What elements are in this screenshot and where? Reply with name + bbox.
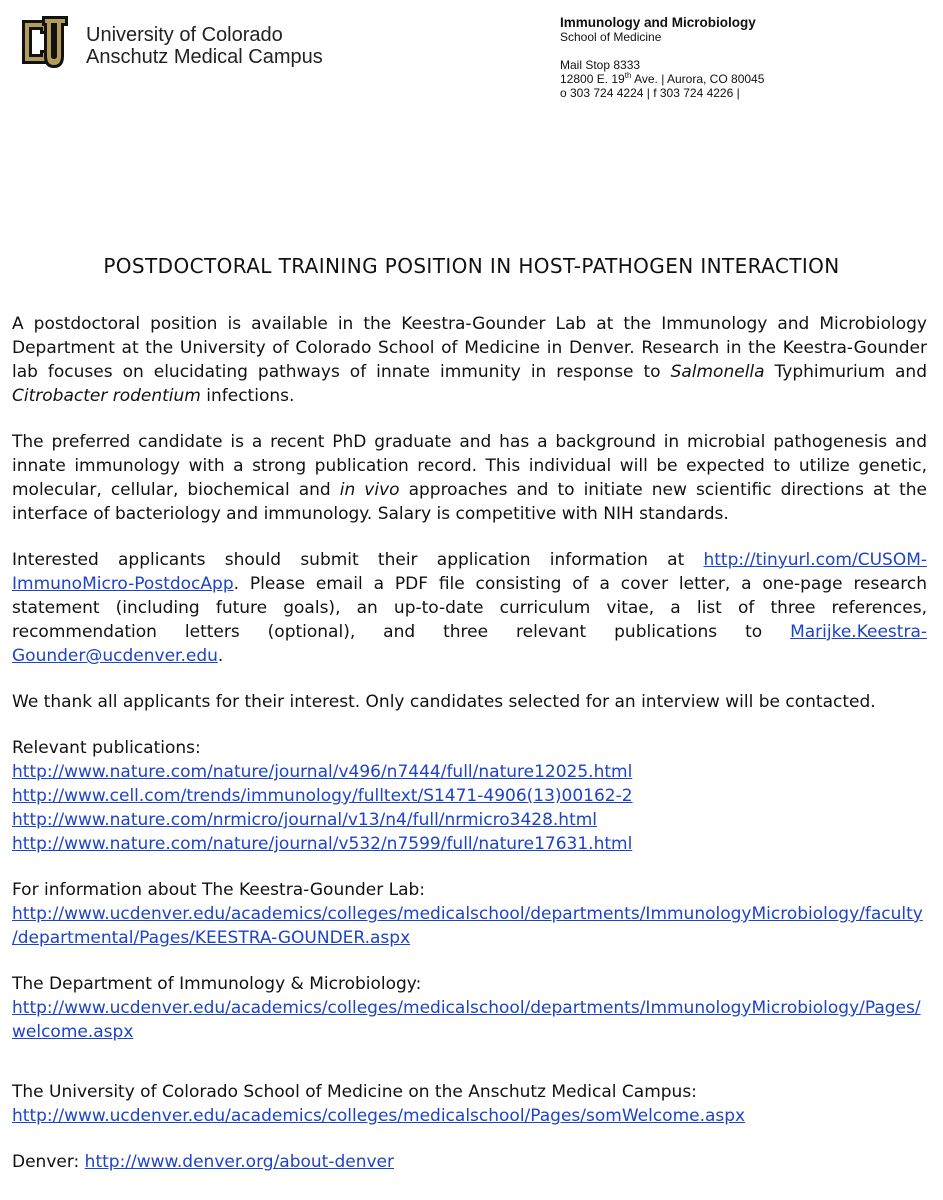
university-wordmark xyxy=(86,24,323,68)
som-link[interactable]: http://www.ucdenver.edu/academics/colleges/medicalschool/Pages/somWelcome.aspx xyxy=(12,1106,746,1126)
denver-section xyxy=(12,1150,927,1174)
thanks-paragraph: We thank all applicants for their interest. Only candidates selected for an interview will be contacted. xyxy=(12,692,876,712)
publication-link[interactable]: http://www.nature.com/nature/journal/v532/n7599/full/nature17631.html xyxy=(12,834,633,854)
intro-paragraph: A postdoctoral position is available in the Keestra-Gounder Lab at the Immunology and Microbiology Department at the University of Colorado School of Medicine in Denver. Research in the Keestra-Gounder lab focuses on elucidating pathways of innate immunity in response to Salmonella Typhimurium and Citrobacter rodentium infections. xyxy=(12,314,927,406)
campus-name: Anschutz Medical Campus xyxy=(86,46,323,68)
phone-fax: o 303 724 4224 | f 303 724 4226 | xyxy=(560,86,740,100)
publication-link[interactable]: http://www.nature.com/nrmicro/journal/v13/n4/full/nrmicro3428.html xyxy=(12,810,598,830)
lab-link-continued[interactable]: /departmental/Pages/KEESTRA-GOUNDER.aspx xyxy=(12,928,411,948)
email-link[interactable]: Marijke.Keestra-Gounder@ucdenver.edu xyxy=(12,622,927,666)
mail-stop: Mail Stop 8333 xyxy=(560,58,641,72)
candidate-paragraph: The preferred candidate is a recent PhD graduate and has a background in microbial pathogenesis and innate immunology with a strong publication record. This individual will be expected to utilize genetic, molecular, cellular, biochemical and in vivo approaches and to initiate new scientific directions at the interface of bacteriology and immunology. Salary is competitive with NIH standards. xyxy=(12,432,927,524)
application-paragraph: Interested applicants should submit their application information at http://tinyurl.com/CUSOM-ImmunoMicro-PostdocApp. Please email a PDF file consisting of a cover letter, a one-page research statement (including future goals), an up-to-date curriculum vitae, a list of three references, recommendation letters (optional), and three relevant publications to Marijke.Keestra-Gounder@ucdenver.edu. xyxy=(12,550,927,666)
department-link[interactable]: http://www.ucdenver.edu/academics/colleges/medicalschool/departments/ImmunologyMicrobiology/Pages/ xyxy=(12,998,921,1018)
denver-link[interactable]: http://www.denver.org/about-denver xyxy=(84,1152,395,1172)
lab-section xyxy=(12,878,927,950)
department-name: Immunology and Microbiology xyxy=(560,15,756,30)
school-name: School of Medicine xyxy=(560,30,662,44)
publication-link[interactable]: http://www.cell.com/trends/immunology/fulltext/S1471-4906(13)00162-2 xyxy=(12,786,633,806)
cu-logo-icon xyxy=(20,12,70,72)
lab-heading: For information about The Keestra-Gounder Lab: xyxy=(12,880,426,900)
denver-label: Denver: xyxy=(12,1152,85,1172)
department-heading: The Department of Immunology & Microbiology: xyxy=(12,974,422,994)
department-section xyxy=(12,972,927,1044)
som-heading: The University of Colorado School of Medicine on the Anschutz Medical Campus: xyxy=(12,1082,697,1102)
department-address-block xyxy=(560,16,764,100)
application-link[interactable]: http://tinyurl.com/CUSOM-ImmunoMicro-PostdocApp xyxy=(12,550,927,594)
lab-link[interactable]: http://www.ucdenver.edu/academics/colleges/medicalschool/departments/ImmunologyMicrobiology/faculty xyxy=(12,904,923,924)
publications-heading: Relevant publications: xyxy=(12,738,201,758)
street-address: 12800 E. 19th Ave. | Aurora, CO 80045 xyxy=(560,71,765,86)
document-body xyxy=(12,312,927,1196)
university-name: University of Colorado xyxy=(86,24,283,46)
som-section xyxy=(12,1080,927,1128)
publications-section xyxy=(12,736,927,856)
page-title: POSTDOCTORAL TRAINING POSITION IN HOST-PATHOGEN INTERACTION xyxy=(103,254,840,278)
department-link-continued[interactable]: welcome.aspx xyxy=(12,1022,134,1042)
publication-link[interactable]: http://www.nature.com/nature/journal/v496/n7444/full/nature12025.html xyxy=(12,762,633,782)
